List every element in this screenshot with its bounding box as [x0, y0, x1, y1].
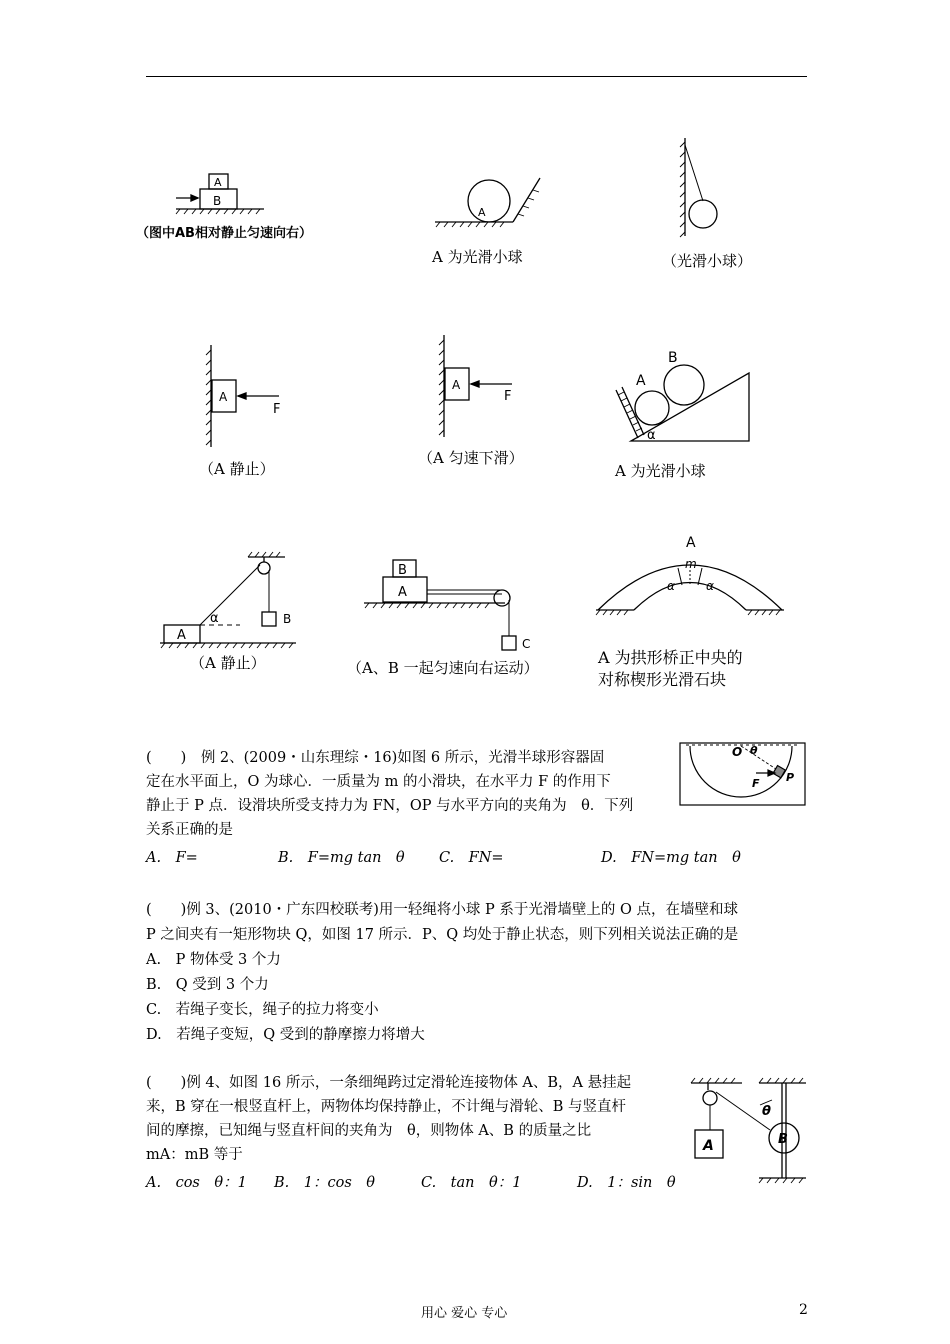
example2-question [146, 746, 666, 846]
example4-option-a: A. cos θ：1 [146, 1175, 247, 1191]
fig-wall-block-static [206, 345, 279, 447]
caption-fig-ab-stack: （图中AB相对静止匀速向右） [136, 226, 312, 241]
example3-option-a: A. P 物体受 3 个力 [146, 952, 281, 968]
caption-fig-hanging-ball: （光滑小球） [662, 252, 753, 270]
example4-question [146, 1071, 686, 1171]
ex4-label-theta: θ [762, 1104, 771, 1119]
ex2-label-o: O [732, 745, 743, 759]
fig9-label-alpha-left: α [667, 579, 675, 593]
ex4-figure [691, 1078, 806, 1183]
fig4-label-a: A [219, 390, 228, 404]
footer-text: 用心 爱心 专心 [421, 1306, 508, 1321]
fig-hanging-ball [680, 138, 717, 237]
ex2-label-theta: θ [750, 744, 758, 757]
hanging-block-b [262, 612, 276, 626]
fig-ball-incline [435, 178, 540, 227]
ex2-label-f: F [752, 777, 760, 790]
example4-line: 来，B 穿在一根竖直杆上，两物体均保持静止，不计绳与滑轮、B 与竖直杆 [146, 1099, 627, 1115]
fig2-label-a: A [478, 206, 486, 219]
fig1-label-a: A [214, 176, 222, 189]
ex2-label-p: P [786, 771, 795, 784]
caption-fig-table-pulley: （A、B 一起匀速向右运动） [347, 659, 539, 677]
fig-arch-bridge [596, 565, 784, 615]
fig6-label-b: B [668, 350, 678, 366]
fig5-label-f: F [504, 389, 512, 404]
example2-line: 静止于 P 点．设滑块所受支持力为 FN，OP 与水平方向的夹角为 θ．下列 [146, 798, 634, 814]
example2-option-b: B. F=mg tan θ [278, 850, 405, 866]
fig8-label-b: B [398, 563, 407, 578]
example2-line: 定在水平面上，O 为球心．一质量为 m 的小滑块，在水平力 F 的作用下 [146, 774, 611, 790]
caption-fig-pulley-rope: （A 静止） [190, 654, 266, 672]
example3-question [146, 898, 826, 1048]
ball-b [664, 365, 704, 405]
caption-fig-two-balls-wedge: A 为光滑小球 [615, 462, 706, 480]
caption-fig-wall-block-slide: （A 匀速下滑） [418, 449, 524, 467]
example2-option-a: A. F= [146, 850, 198, 866]
caption-fig-arch-bridge-line1: A 为拱形桥正中央的 [598, 648, 743, 667]
example4-option-d: D. 1：sin θ [577, 1175, 676, 1191]
example3-option-c: C. 若绳子变长，绳子的拉力将变小 [146, 1002, 379, 1018]
fig7-label-alpha: α [210, 611, 219, 626]
example2-line: 关系正确的是 [146, 822, 233, 838]
example4-option-b: B. 1：cos θ [274, 1175, 376, 1191]
ex4-label-a: A [703, 1138, 714, 1154]
example3-option-b: B. Q 受到 3 个力 [146, 977, 269, 993]
example2-line: ( ) 例 2、(2009・山东理综・16)如图 6 所示，光滑半球形容器固 [146, 750, 605, 766]
example2-options [146, 846, 766, 870]
example4-option-c: C. tan θ：1 [421, 1175, 522, 1191]
fig8-label-c: C [522, 637, 531, 651]
fig7-label-b: B [283, 612, 292, 626]
example2-option-d: D. FN=mg tan θ [601, 850, 741, 866]
page-number: 2 [799, 1302, 808, 1318]
fig9-label-alpha-right: α [706, 579, 714, 593]
example2-option-c: C. FN= [439, 850, 504, 866]
caption-fig-arch-bridge-line2: 对称楔形光滑石块 [598, 670, 727, 689]
example4-line: mA：mB 等于 [146, 1147, 243, 1163]
fig-table-pulley [364, 560, 516, 650]
fig8-label-a: A [398, 585, 407, 600]
example4-line: 间的摩擦，已知绳与竖直杆间的夹角为 θ，则物体 A、B 的质量之比 [146, 1123, 592, 1139]
fig9-label-a: A [686, 535, 696, 551]
fig6-label-a: A [636, 373, 646, 389]
example3-line: ( )例 3、(2010・广东四校联考)用一轻绳将小球 P 系于光滑墙壁上的 O 点，在墙壁和球 [146, 902, 738, 918]
example3-line: P 之间夹有一矩形物块 Q，如图 17 所示．P、Q 均处于静止状态，则下列相关说法正确的是 [146, 927, 739, 943]
ex4-label-b: B [778, 1132, 788, 1147]
ball-a [635, 391, 669, 425]
fig6-label-alpha: α [647, 428, 656, 443]
fig4-label-f: F [273, 402, 281, 417]
example4-options [146, 1171, 686, 1195]
caption-fig-wall-block-static: （A 静止） [199, 460, 275, 478]
fig7-label-a: A [177, 628, 186, 643]
example4-line: ( )例 4、如图 16 所示，一条细绳跨过定滑轮连接物体 A、B，A 悬挂起 [146, 1075, 632, 1091]
fig1-label-b: B [213, 194, 222, 208]
ball-a [468, 180, 510, 222]
caption-fig-ball-incline: A 为光滑小球 [432, 248, 523, 266]
fig5-label-a: A [452, 378, 461, 392]
fig-wall-block-slide [439, 335, 512, 437]
example3-option-d: D. 若绳子变短，Q 受到的静摩擦力将增大 [146, 1027, 425, 1043]
hanging-block-c [502, 636, 516, 650]
fig9-label-m: m [685, 557, 697, 571]
smooth-ball [689, 200, 717, 228]
